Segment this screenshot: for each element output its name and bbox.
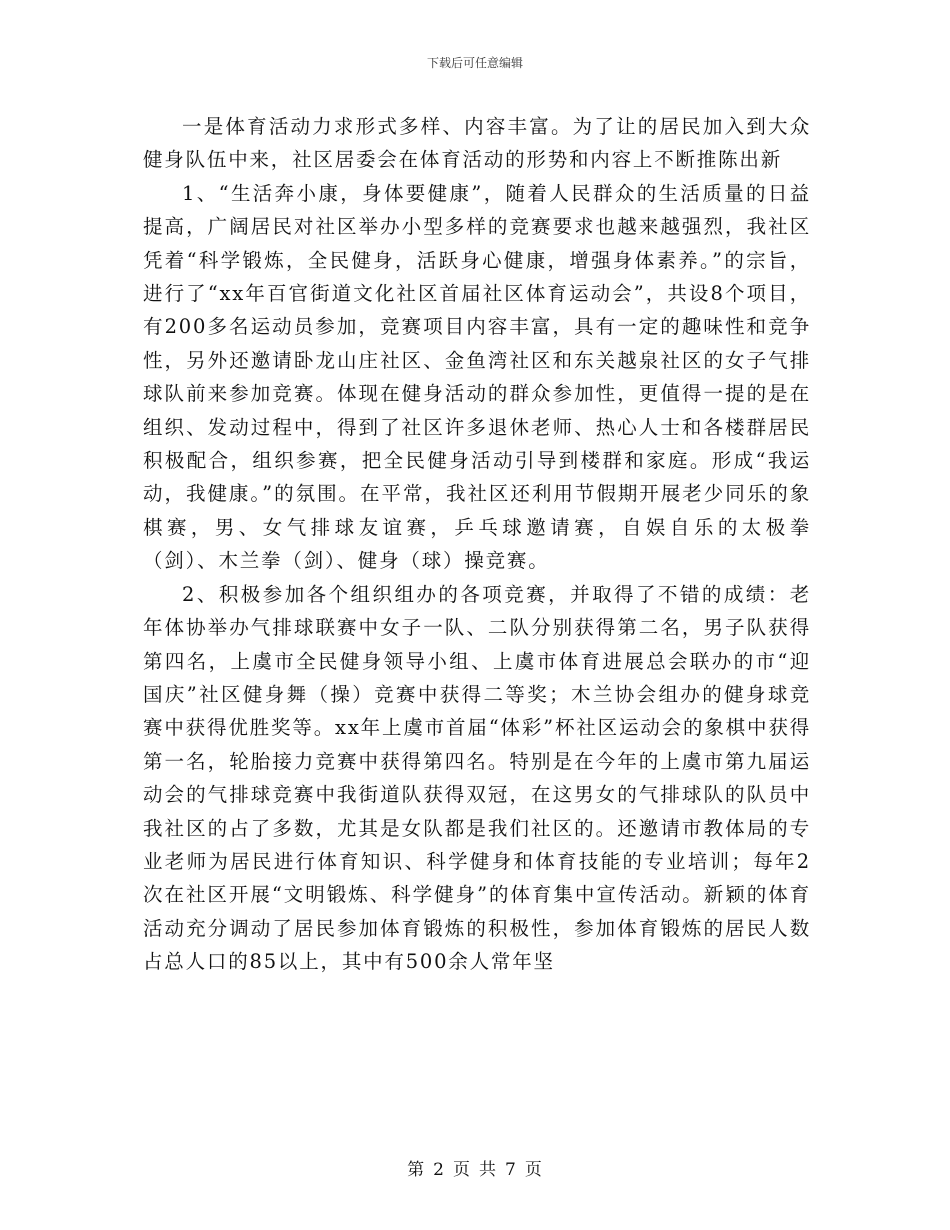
page-label-mid: 页 (453, 1160, 471, 1180)
page-current-number: 2 (433, 1160, 445, 1180)
document-body (143, 110, 811, 979)
page-total-number: 7 (505, 1160, 517, 1180)
page-footer (0, 1155, 950, 1180)
page-label-prefix: 第 (407, 1160, 426, 1180)
page-label-suffix: 页 (524, 1160, 543, 1180)
paragraph-item-2: 2、积极参加各个组织组办的各项竞赛，并取得了不错的成绩：老年体协举办气排球联赛中女子一队、二队分别获得第二名，男子队获得第四名，上虞市全民健身领导小组、上虞市体育进展总会联办的市“迎国庆”社区健身舞（操）竞赛中获得二等奖；木兰协会组办的健身球竞赛中获得优胜奖等。xx年上虞市首届“体彩”杯社区运动会的象棋中获得第一名，轮胎接力竞赛中获得第四名。特别是在今年的上虞市第九届运动会的气排球竞赛中我街道队获得双冠，在这男女的气排球队的队员中我社区的占了多数，尤其是女队都是我们社区的。还邀请市教体局的专业老师为居民进行体育知识、科学健身和体育技能的专业培训；每年2次在社区开展“文明锻炼、科学健身”的体育集中宣传活动。新颖的体育活动充分调动了居民参加体育锻炼的积极性，参加体育锻炼的居民人数占总人口的85以上，其中有500余人常年坚 (143, 582, 811, 974)
page-label-total-prefix: 共 (479, 1160, 497, 1180)
page-header-note: 下载后可任意编辑 (426, 56, 523, 70)
paragraph-intro: 一是体育活动力求形式多样、内容丰富。为了让的居民加入到大众健身队伍中来，社区居委会在体育活动的形势和内容上不断推陈出新 (143, 115, 811, 172)
paragraph-item-1: 1、“生活奔小康，身体要健康”，随着人民群众的生活质量的日益提高，广阔居民对社区举办小型多样的竞赛要求也越来越强烈，我社区凭着“科学锻炼，全民健身，活跃身心健康，增强身体素养。”的宗旨，进行了“xx年百官街道文化社区首届社区体育运动会”，共设8个项目，有200多名运动员参加，竞赛项目内容丰富，具有一定的趣味性和竞争性，另外还邀请卧龙山庄社区、金鱼湾社区和东关越泉社区的女子气排球队前来参加竞赛。体现在健身活动的群众参加性，更值得一提的是在组织、发动过程中，得到了社区许多退休老师、热心人士和各楼群居民积极配合，组织参赛，把全民健身活动引导到楼群和家庭。形成“我运动，我健康。”的氛围。在平常，我社区还利用节假期开展老少同乐的象棋赛，男、女气排球友谊赛，乒乓球邀请赛，自娱自乐的太极拳（剑）、木兰拳（剑）、健身（球）操竞赛。 (143, 181, 811, 573)
